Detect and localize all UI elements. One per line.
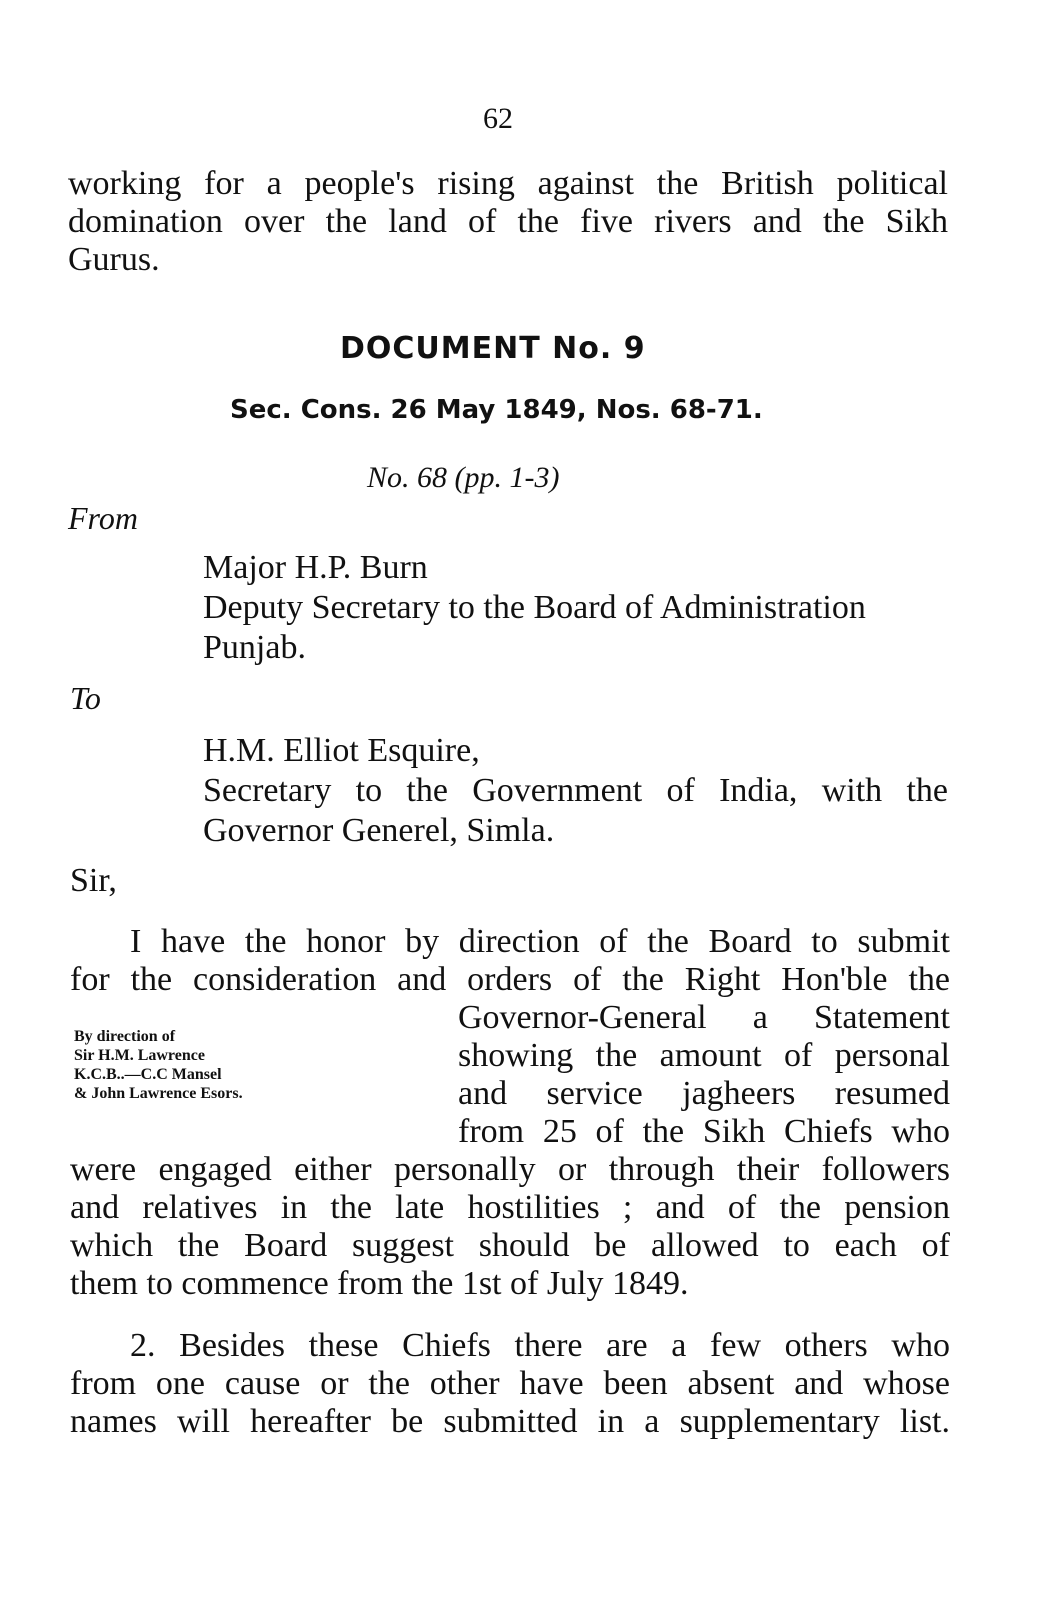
intro-line: domination over the land of the five rivers and the Sikh <box>68 203 948 240</box>
intro-line: Gurus. <box>68 241 160 278</box>
paragraph-line: from one cause or the other have been absent and whose <box>70 1365 950 1402</box>
side-note-line: & John Lawrence Esors. <box>74 1085 243 1102</box>
paragraph-1-top <box>70 923 950 999</box>
side-note-line: Sir H.M. Lawrence <box>74 1047 205 1064</box>
paragraph-line: Governor-General a Statement <box>458 999 950 1036</box>
paragraph-line: showing the amount of personal <box>458 1037 950 1074</box>
paragraph-2 <box>70 1327 950 1441</box>
sender-location: Punjab. <box>203 629 306 666</box>
recipient-location: Governor Generel, Simla. <box>203 812 555 849</box>
intro-paragraph <box>68 165 948 279</box>
side-note-line: K.C.B..—C.C Mansel <box>74 1066 222 1083</box>
paragraph-1-bottom <box>70 1151 950 1303</box>
sender-title: Deputy Secretary to the Board of Administration <box>203 589 866 626</box>
paragraph-line: names will hereafter be submitted in a supplementary list. <box>70 1403 950 1440</box>
page-number: 62 <box>483 102 513 135</box>
recipient-name: H.M. Elliot Esquire, <box>203 732 480 769</box>
to-label: To <box>70 680 101 716</box>
document-sub-reference: No. 68 (pp. 1-3) <box>367 461 560 494</box>
paragraph-line: I have the honor by direction of the Board to submit <box>130 923 950 960</box>
paragraph-line: for the consideration and orders of the Right Hon'ble the <box>70 961 950 998</box>
paragraph-line: and service jagheers resumed <box>458 1075 950 1112</box>
document-title: DOCUMENT No. 9 <box>340 331 646 366</box>
salutation: Sir, <box>70 862 117 899</box>
paragraph-line: were engaged either personally or through their followers <box>70 1151 950 1188</box>
paragraph-line: which the Board suggest should be allowed to each of <box>70 1227 950 1264</box>
document-reference: Sec. Cons. 26 May 1849, Nos. 68-71. <box>230 395 763 425</box>
paragraph-line: and relatives in the late hostilities ; and of the pension <box>70 1189 950 1226</box>
paragraph-line: them to commence from the 1st of July 1849. <box>70 1265 689 1302</box>
from-block <box>203 548 866 668</box>
paragraph-line: 2. Besides these Chiefs there are a few others who <box>130 1327 950 1364</box>
paragraph-line: from 25 of the Sikh Chiefs who <box>458 1113 950 1150</box>
paragraph-1-narrow <box>458 999 950 1151</box>
from-label: From <box>68 500 138 536</box>
to-block <box>203 731 948 851</box>
side-note <box>74 1027 243 1103</box>
sender-name: Major H.P. Burn <box>203 549 428 586</box>
intro-line: working for a people's rising against the British political <box>68 165 948 202</box>
recipient-title: Secretary to the Government of India, with the <box>203 772 948 809</box>
side-note-line: By direction of <box>74 1028 176 1045</box>
